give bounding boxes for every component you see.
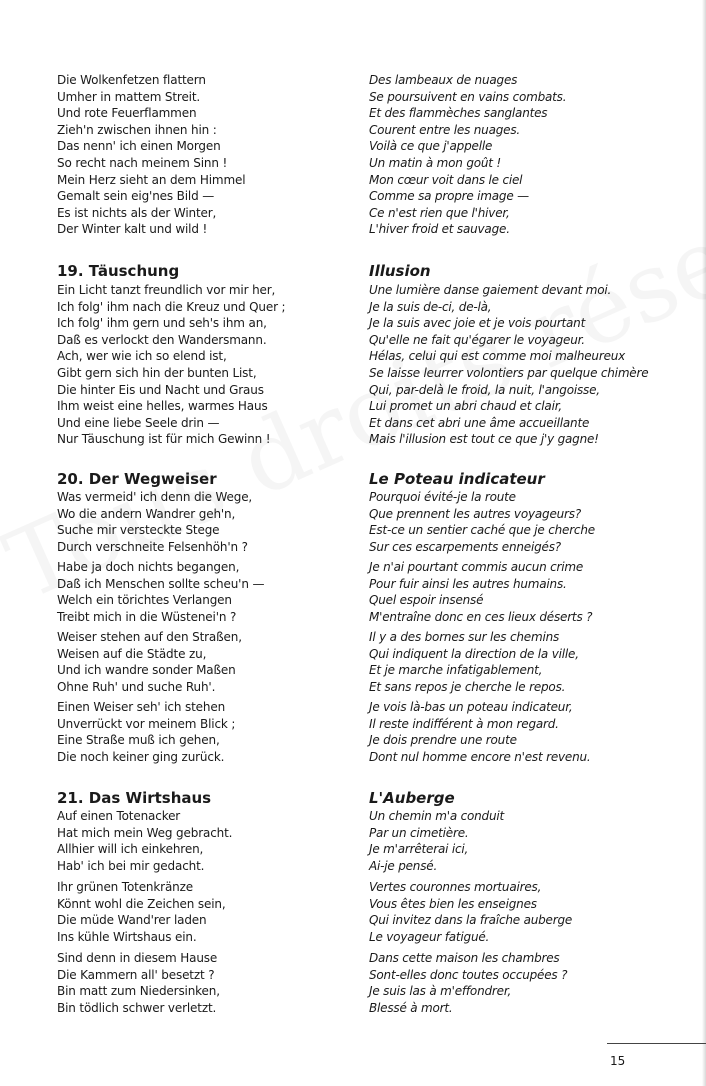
german-song-21-stanza-3: Sind denn in diesem Hause Die Kammern all' besetzt ? Bin matt zum Niedersinken, Bin tödlich schwer verletzt. [57,951,220,1015]
german-song-21-stanza-2: Ihr grünen Totenkränze Könnt wohl die Zeichen sein, Die müde Wand'rer laden Ins kühle Wirtshaus ein. [57,880,226,944]
french-song-19-title: Illusion [369,262,431,280]
footer-rule [607,1043,706,1044]
french-song-19-stanza: Une lumière danse gaiement devant moi. Je la suis de-ci, de-là, Je la suis avec joie et je vois pourtant Qu'elle ne fait qu'égarer le voyageur. Hélas, celui qui est comme moi malheureux Se laisse leurrer volontiers par quelque chimère Qui, par-delà le froid, la nuit, l'angoisse, Lui promet un abri chaud et clair, Et dans cet abri une âme accueillante Mais l'illusion est tout ce que j'y gagne! [369,283,649,447]
german-song-19-title: 19. Täuschung [57,262,180,280]
german-intro-stanza: Die Wolkenfetzen flattern Umher in mattem Streit. Und rote Feuerflammen Zieh'n zwischen ihnen hin : Das nenn' ich einen Morgen So recht nach meinem Sinn ! Mein Herz sieht an dem Himmel Gemalt sein eig'nes Bild — Es ist nichts als der Winter, Der Winter kalt und wild ! [57,73,246,237]
french-song-21-stanza-2: Vertes couronnes mortuaires, Vous êtes bien les enseignes Qui invitez dans la fraîche auberge Le voyageur fatigué. [369,880,573,944]
german-song-20-stanza-2: Habe ja doch nichts begangen, Daß ich Menschen sollte scheu'n — Welch ein törichtes Verlangen Treibt mich in die Wüstenei'n ? [57,560,265,624]
french-song-21-stanza-3: Dans cette maison les chambres Sont-elles donc toutes occupées ? Je suis las à m'effondrer, Blessé à mort. [369,951,568,1015]
page-edge-shadow [702,0,706,1086]
german-song-19-stanza: Ein Licht tanzt freundlich vor mir her, Ich folg' ihm nach die Kreuz und Quer ; Ich folg' ihm gern und seh's ihm an, Daß es verlockt den Wandersmann. Ach, wer wie ich so elend ist, Gibt gern sich hin der bunten List, Die hinter Eis und Nacht und Graus Ihm weist eine helles, warmes Haus Und eine liebe Seele drin — Nur Täuschung ist für mich Gewinn ! [57,283,286,447]
page-number: 15 [610,1054,626,1068]
french-song-20-title: Le Poteau indicateur [369,470,545,488]
french-song-20-stanza-4: Je vois là-bas un poteau indicateur, Il reste indifférent à mon regard. Je dois prendre une route Dont nul homme encore n'est revenu. [369,700,591,764]
german-song-21-title: 21. Das Wirtshaus [57,789,212,807]
german-song-20-stanza-3: Weiser stehen auf den Straßen, Weisen auf die Städte zu, Und ich wandre sonder Maßen Ohne Ruh' und suche Ruh'. [57,630,242,694]
french-song-21-stanza-1: Un chemin m'a conduit Par un cimetière. Je m'arrêterai ici, Ai-je pensé. [369,809,504,873]
german-song-21-stanza-1: Auf einen Totenacker Hat mich mein Weg gebracht. Allhier will ich einkehren, Hab' ich bei mir gedacht. [57,809,233,873]
french-song-21-title: L'Auberge [369,789,455,807]
french-intro-stanza: Des lambeaux de nuages Se poursuivent en vains combats. Et des flammèches sanglantes Courent entre les nuages. Voilà ce que j'appelle Un matin à mon goût ! Mon cœur voit dans le ciel Comme sa propre image — Ce n'est rien que l'hiver, L'hiver froid et sauvage. [369,73,567,237]
german-song-20-stanza-4: Einen Weiser seh' ich stehen Unverrückt vor meinem Blick ; Eine Straße muß ich gehen, Die noch keiner ging zurück. [57,700,236,764]
german-song-20-stanza-1: Was vermeid' ich denn die Wege, Wo die andern Wandrer geh'n, Suche mir versteckte Stege Durch verschneite Felsenhöh'n ? [57,490,253,554]
french-song-20-stanza-2: Je n'ai pourtant commis aucun crime Pour fuir ainsi les autres humains. Quel espoir insensé M'entraîne donc en ces lieux déserts ? [369,560,593,624]
german-song-20-title: 20. Der Wegweiser [57,470,217,488]
french-song-20-stanza-1: Pourquoi évité-je la route Que prennent les autres voyageurs? Est-ce un sentier caché que je cherche Sur ces escarpements enneigés? [369,490,595,554]
french-song-20-stanza-3: Il y a des bornes sur les chemins Qui indiquent la direction de la ville, Et je marche infatigablement, Et sans repos je cherche le repos. [369,630,579,694]
